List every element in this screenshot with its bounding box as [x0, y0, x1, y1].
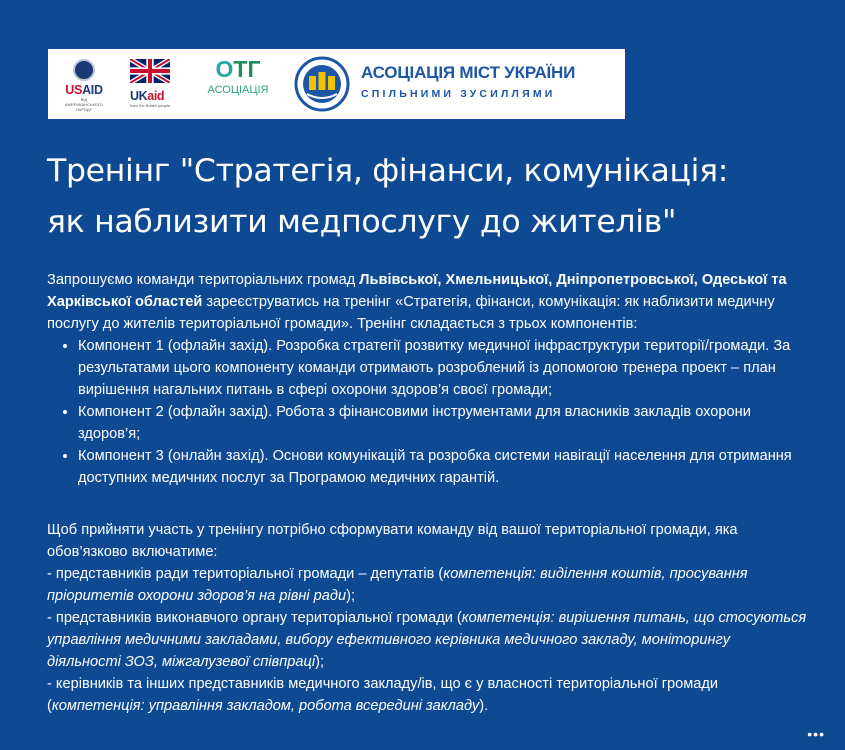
- member-2-end: );: [315, 654, 325, 670]
- title-line-2: як наблизити медпослугу до жителів": [47, 204, 677, 240]
- member-item-2: [47, 607, 807, 673]
- otg-letters-tg: ТГ: [233, 56, 261, 82]
- usaid-seal-icon: [73, 59, 95, 81]
- components-list: [47, 335, 807, 489]
- member-1-text: - представників ради територіальної громади – депутатів (: [47, 566, 444, 582]
- member-2-competence: компетенція: вирішення питань, що стосуються управління медичними закладами, вибору ефективного керівника медичного закладу, моніторингу діяльності ЗОЗ, міжгалузевої співпраці: [47, 610, 807, 670]
- member-3-end: ).: [479, 698, 489, 714]
- member-3-competence: компетенція: управління закладом, робота всередині закладу: [51, 698, 480, 714]
- ukaid-tagline: from the British people: [130, 103, 171, 108]
- ukaid-aid: aid: [147, 89, 165, 103]
- intro-suffix: зареєструватись на тренінг «Стратегія, фінанси, комунікація: як наблизити медичну послугу до жителів територіальної громади». Тренінг складається з трьох компонентів:: [47, 294, 775, 332]
- page-title: [47, 146, 807, 248]
- usaid-us: US: [65, 83, 83, 97]
- title-line-1: Тренінг "Стратегія, фінанси, комунікація:: [47, 153, 729, 189]
- member-1-end: );: [346, 588, 355, 604]
- amu-emblem-icon: [292, 56, 352, 112]
- otg-letter-o: О: [215, 56, 234, 82]
- usaid-tagline: ВІД АМЕРИКАНСЬКОГО НАРОДУ: [64, 97, 104, 112]
- intro-regions: Львівської, Хмельницької, Дніпропетровської, Одеської та Харківської областей: [47, 272, 787, 310]
- otg-caption: АСОЦІАЦІЯ: [207, 84, 269, 96]
- article-body: [47, 269, 807, 717]
- member-item-1: [47, 563, 807, 607]
- amu-title: АСОЦІАЦІЯ МІСТ УКРАЇНИ: [361, 63, 576, 82]
- more-options-icon[interactable]: •••: [807, 726, 825, 742]
- member-1-competence: компетенція: виділення коштів, просування пріоритетів охорони здоров’я на рівні ради: [47, 566, 748, 604]
- component-item-2: • Компонент 2 (офлайн захід). Робота з фінансовими інструментами для власників закладів охорони здоров’я;: [78, 401, 807, 445]
- team-intro: Щоб прийняти участь у тренінгу потрібно сформувати команду від вашої територіальної громади, яка обов’язково включатиме:: [47, 522, 738, 560]
- component-item-1: • Компонент 1 (офлайн захід). Розробка стратегії розвитку медичної інфраструктури території/громади. За результатами цього компоненту команди отримають розроблений із допомогою тренера проект – план вирішення нагальних питань в сфері охорони здоров’я своєї громади;: [78, 335, 807, 401]
- member-3-text: - керівників та інших представників медичного закладу/ів, що є у власності територіальної громади (: [47, 676, 719, 714]
- member-2-text: - представників виконавчого органу територіальної громади (: [47, 610, 462, 626]
- usaid-logo: [62, 59, 106, 112]
- usaid-aid: AID: [82, 83, 103, 97]
- partner-logos-banner: [48, 49, 625, 119]
- ukaid-logo: [130, 59, 174, 107]
- amu-subtitle: СПІЛЬНИМИ ЗУСИЛЛЯМИ: [361, 88, 556, 100]
- otg-association-logo: [198, 55, 278, 113]
- union-jack-icon: [130, 59, 170, 83]
- member-item-3: [47, 673, 807, 717]
- intro-paragraph: [47, 269, 807, 335]
- intro-prefix: Запрошуємо команди територіальних громад: [47, 272, 360, 288]
- component-item-3: • Компонент 3 (онлайн захід). Основи комунікацій та розробка системи навігації населення для отримання доступних медичних послуг за Програмою медичних гарантій.: [78, 445, 807, 489]
- ukaid-uk: UK: [130, 89, 148, 103]
